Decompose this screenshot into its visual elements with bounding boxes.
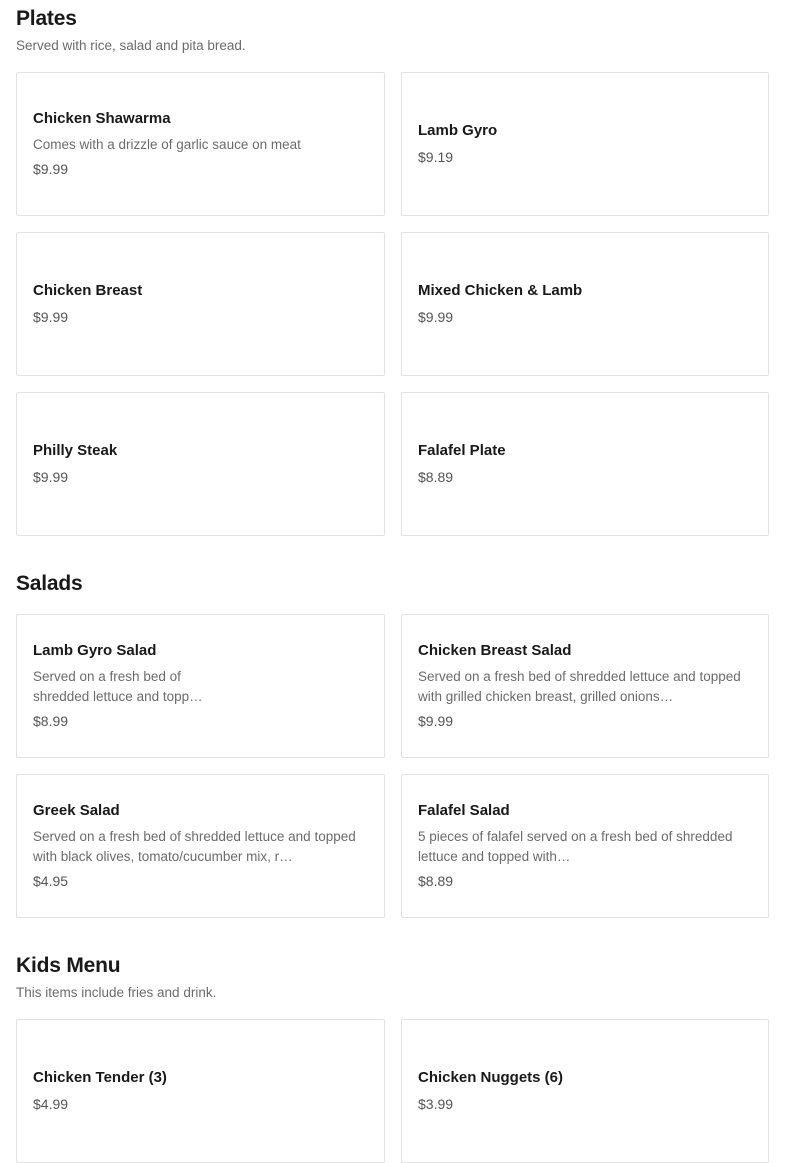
item-name: Falafel Plate (418, 442, 506, 459)
item-price: $9.99 (33, 161, 69, 177)
item-name: Greek Salad (33, 802, 120, 819)
item-name: Lamb Gyro (418, 122, 498, 139)
section-title: Kids Menu (16, 954, 121, 977)
item-price: $8.99 (33, 713, 69, 729)
menu-item-card[interactable] (16, 614, 385, 758)
menu-item-card[interactable] (401, 774, 769, 918)
item-price: $4.99 (33, 1096, 69, 1112)
section-title: Plates (16, 7, 77, 30)
item-description: Comes with a drizzle of garlic sauce on meat (33, 137, 301, 152)
item-name: Philly Steak (33, 442, 118, 459)
item-description: 5 pieces of falafel served on a fresh bed of shredded lettuce and topped with… (418, 829, 733, 864)
item-name: Lamb Gyro Salad (33, 642, 157, 659)
item-name: Chicken Shawarma (33, 110, 171, 127)
item-grid (16, 1019, 769, 1163)
section-subtitle: This items include fries and drink. (16, 985, 217, 1000)
menu-item-card[interactable] (16, 1019, 385, 1163)
item-price: $9.99 (33, 469, 69, 485)
item-price: $9.99 (418, 309, 454, 325)
section-plates (16, 0, 769, 536)
menu-item-card[interactable] (401, 232, 769, 376)
item-grid (16, 614, 769, 918)
menu-item-card[interactable] (401, 392, 769, 536)
item-description: Served on a fresh bed of shredded lettuce and topp… (33, 669, 203, 704)
item-price: $9.99 (33, 309, 69, 325)
menu-item-card[interactable] (401, 72, 769, 216)
item-name: Falafel Salad (418, 802, 510, 819)
item-description: Served on a fresh bed of shredded lettuce and topped with grilled chicken breast, grilled onions… (418, 669, 741, 704)
item-price: $4.95 (33, 873, 69, 889)
item-description: Served on a fresh bed of shredded lettuce and topped with black olives, tomato/cucumber mix, r… (33, 829, 356, 864)
item-name: Chicken Nuggets (6) (418, 1069, 564, 1086)
item-price: $9.99 (418, 713, 454, 729)
section-title: Salads (16, 572, 83, 595)
menu-item-card[interactable] (16, 72, 385, 216)
menu-item-card[interactable] (401, 614, 769, 758)
menu-item-card[interactable] (16, 392, 385, 536)
item-name: Chicken Breast Salad (418, 642, 572, 659)
menu-item-card[interactable] (16, 232, 385, 376)
section-kids-menu (16, 954, 769, 1163)
item-price: $8.89 (418, 469, 454, 485)
item-name: Chicken Tender (3) (33, 1069, 167, 1086)
item-name: Mixed Chicken & Lamb (418, 282, 583, 299)
section-salads (16, 572, 769, 918)
item-name: Chicken Breast (33, 282, 143, 299)
section-subtitle: Served with rice, salad and pita bread. (16, 38, 246, 53)
item-grid (16, 72, 769, 536)
item-price: $8.89 (418, 873, 454, 889)
menu-item-card[interactable] (16, 774, 385, 918)
menu-item-card[interactable] (401, 1019, 769, 1163)
item-price: $9.19 (418, 149, 454, 165)
item-price: $3.99 (418, 1096, 454, 1112)
